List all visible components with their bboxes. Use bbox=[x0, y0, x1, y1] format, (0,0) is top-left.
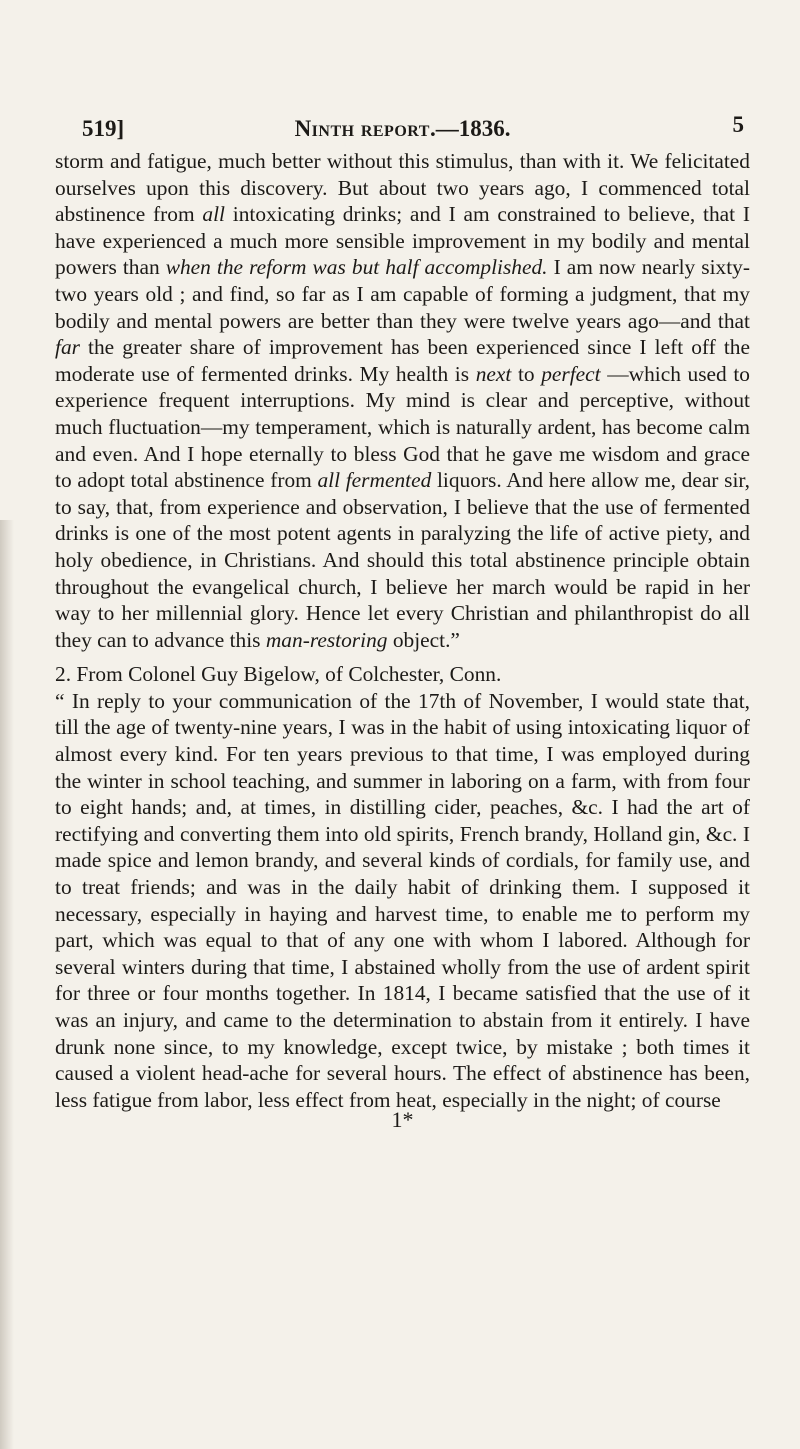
emphasis: next bbox=[475, 361, 512, 386]
emphasis: far bbox=[55, 335, 80, 360]
running-title-name: Ninth report bbox=[294, 116, 430, 141]
running-title bbox=[55, 116, 750, 142]
section-heading-bigelow: 2. From Colonel Guy Bigelow, of Colchester, Conn. bbox=[55, 662, 502, 687]
emphasis: perfect bbox=[541, 361, 601, 386]
text-run: intoxicating drinks; and I am constrained to believe, that I have experienced a much more sensible improvement in my bodily and mental powers than bbox=[55, 202, 750, 280]
paragraph-letter-continuation bbox=[55, 148, 750, 653]
emphasis: all bbox=[202, 202, 225, 227]
page-number: 519] bbox=[82, 116, 125, 141]
text-run: liquors. And here allow me, dear sir, to say, that, from experience and observation, I believe that the use of fermented drinks is one of the most potent agents in paralyzing the life of active piety, and holy obedience, in Christians. And should this total abstinence principle obtain throughout the evangelical church, I believe her march would be rapid in her way to her millennial glory. Hence let every Christian and philanthropist do all they can to advance this bbox=[55, 468, 751, 652]
signature-mark: 1* bbox=[391, 1107, 414, 1133]
body-text bbox=[55, 148, 750, 1113]
emphasis: man-restoring bbox=[265, 627, 388, 652]
paragraph-bigelow-letter: “ In reply to your communication of the 17th of November, I would state that, till the age of twenty-nine years, I was in the habit of using intoxicating liquor of almost every kind. For ten years previous to that time, I was employed during the winter in school teaching, and summer in laboring on a farm, with from four to eight hands; and, at times, in distilling cider, peaches, &c. I had the art of rectifying and converting them into old spirits, French brandy, Holland gin, &c. I made spice and lemon brandy, and several kinds of cordials, for family use, and to treat friends; and was in the daily habit of drinking them. I supposed it necessary, especially in haying and harvest time, to enable me to perform my part, which was equal to that of any one with whom I labored. Although for several winters during that time, I abstained wholly from the use of ardent spirit for three or four months together. In 1814, I became satisfied that the use of it was an injury, and came to the determination to abstain from it entirely. I have drunk none since, to my knowledge, except twice, by mistake ; both times it caused a violent head-ache for several hours. The effect of abstinence has been, less fatigue from labor, less effect from heat, especially in the night; of course bbox=[55, 688, 750, 1112]
page-gutter-shadow bbox=[0, 520, 14, 1449]
text-run: to bbox=[511, 361, 542, 386]
text-run: the greater share of improvement has been experienced since I left off the moderate use of fermented drinks. My health is bbox=[55, 335, 750, 386]
running-header bbox=[55, 112, 750, 148]
text-run: —which used to experience frequent interruptions. My mind is clear and perceptive, without much fluctuation—my temperament, which is naturally ardent, has become calm and even. And I hope eternally to bless God that he gave me wisdom and grace to adopt total abstinence from bbox=[55, 361, 750, 493]
text-run: object.” bbox=[387, 627, 460, 652]
emphasis: all fermented bbox=[317, 468, 432, 493]
emphasis: when the reform was but half accomplished. bbox=[165, 255, 548, 280]
running-title-year: .—1836. bbox=[429, 116, 511, 141]
leaf-number: 5 bbox=[732, 112, 744, 137]
text-run: storm and fatigue, much better without this stimulus, than with it. We felicitated ourselves upon this discovery. But about two years ago, I commenced total abstinence from bbox=[55, 149, 750, 227]
text-run: I am now nearly sixty-two years old ; and find, so far as I am capable of forming a judgment, that my bodily and mental powers are better than they were twelve years ago—and that bbox=[55, 255, 750, 333]
